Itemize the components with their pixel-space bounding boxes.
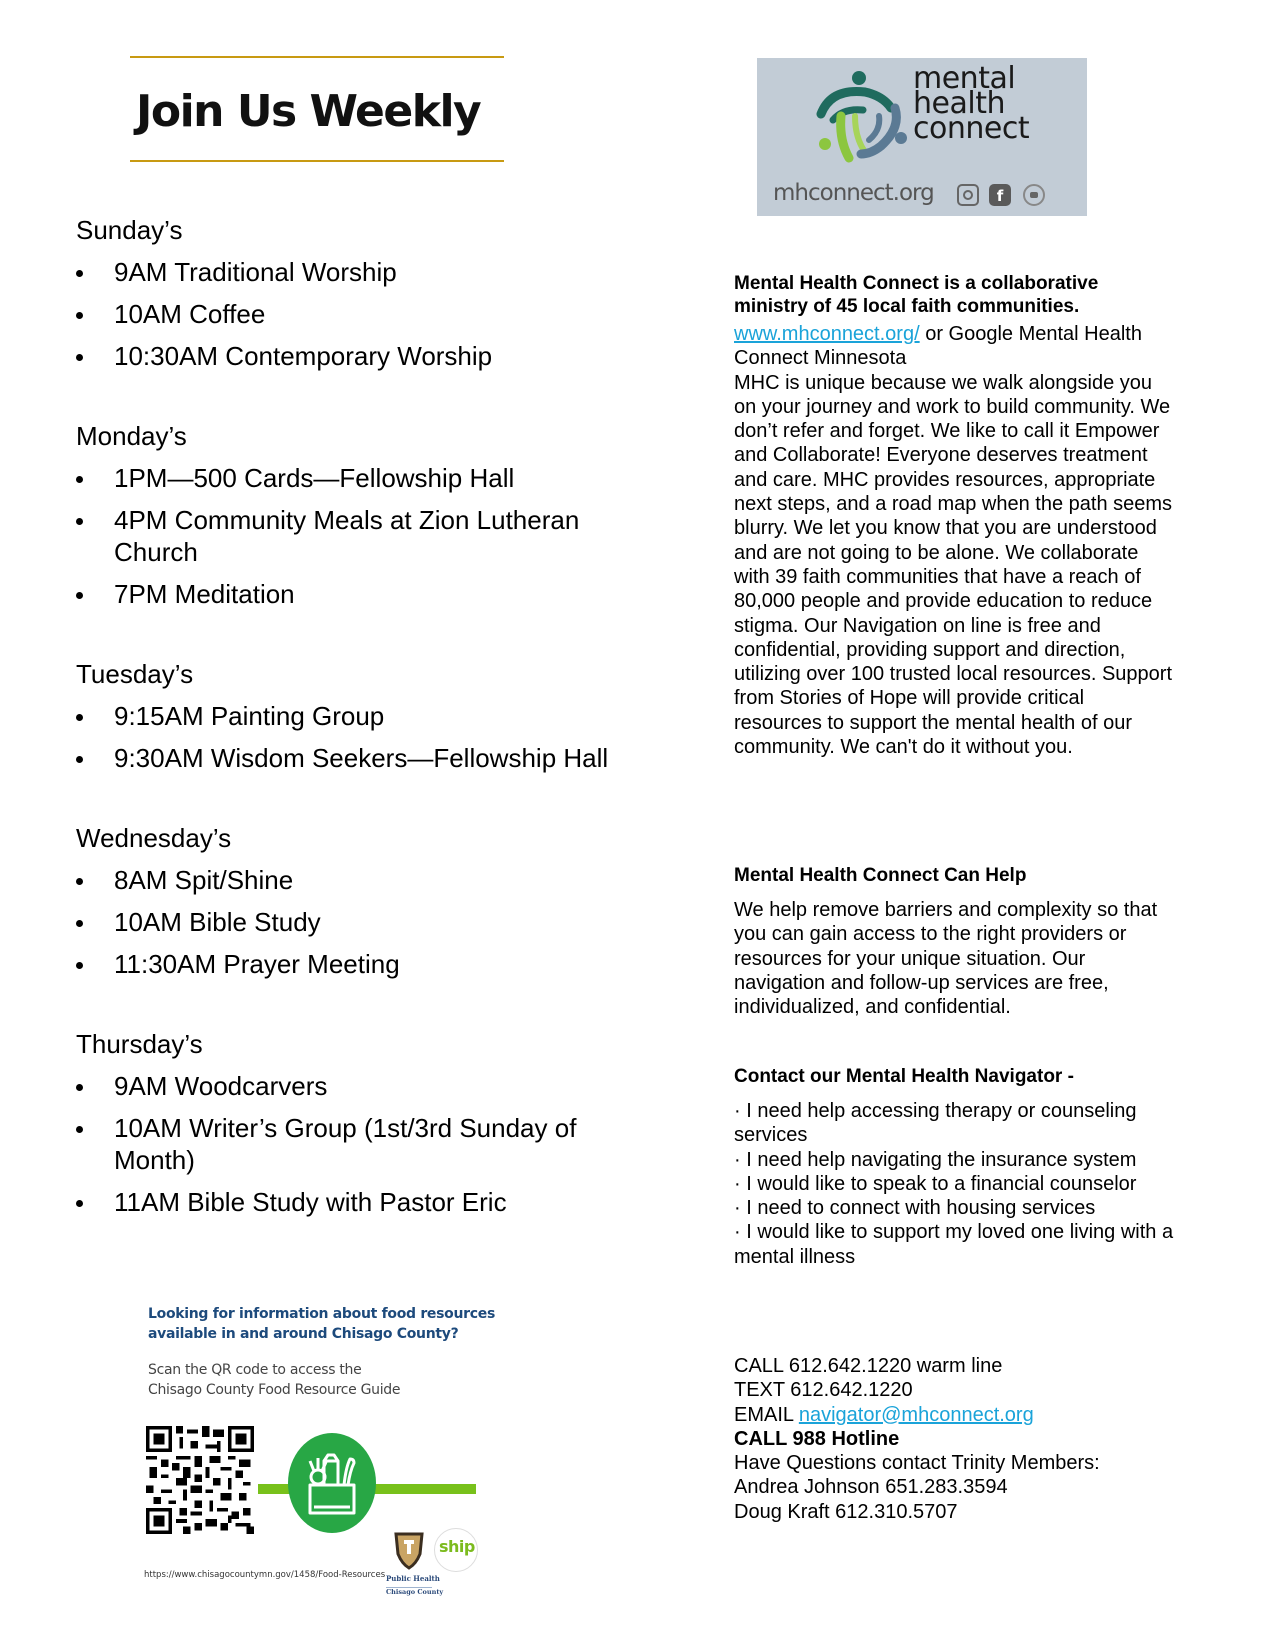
event-text: 11AM Bible Study with Pastor Eric: [114, 1187, 507, 1217]
food-question: [148, 1304, 495, 1344]
wordmark-line: mental: [913, 61, 1016, 96]
event-text: 7PM Meditation: [114, 579, 295, 609]
food-scan-instructions: [148, 1360, 400, 1400]
mhc-website-line: [734, 322, 1174, 371]
event-text: 9:30AM Wisdom Seekers—Fellowship Hall: [114, 743, 609, 773]
event-text: 11:30AM Prayer Meeting: [114, 949, 400, 979]
day-heading: Thursday’s: [76, 1029, 203, 1059]
bullet-icon: [76, 1084, 83, 1091]
qr-code-icon[interactable]: [146, 1426, 254, 1534]
grocery-basket-icon: [288, 1433, 376, 1533]
bullet-icon: [76, 714, 83, 721]
member-contact: Andrea Johnson 651.283.3594: [734, 1476, 1008, 1499]
navigator-item: · I need to connect with housing services: [734, 1197, 1096, 1220]
wordmark-line: health: [913, 86, 1005, 121]
grocery-basket-icon-svg: [288, 1433, 376, 1533]
day-thursday: [76, 1028, 676, 1218]
questions-line: Have Questions contact Trinity Members:: [734, 1452, 1100, 1475]
title-rule-top: [130, 56, 504, 58]
contact-block: [734, 1354, 1174, 1524]
event-item: [76, 906, 676, 938]
day-sunday: [76, 214, 676, 372]
day-heading: Tuesday’s: [76, 659, 194, 689]
event-list: [76, 256, 676, 372]
county-label: Chisago County: [386, 1588, 444, 1596]
event-item: [76, 1112, 636, 1176]
public-health-logo: [386, 1530, 444, 1596]
event-text: 10AM Coffee: [114, 299, 266, 329]
event-item: [76, 1070, 636, 1102]
mhc-about-text: MHC is unique because we walk alongside you on your journey and work to build community. We don’t refer and forget. We like to call it Empower and Collaborate! Everyone deserves treatment and care. MHC provides resources, appropriate next steps, and a road map when the path seems blurry. We let you know that you are understood and are not going to be alone. We collaborate with 39 faith communities that have a reach of 80,000 people and provide education to reduce stigma. Our Navigation on line is free and confidential, providing support and direction, utilizing over 100 trusted local resources. Support from Stories of Hope will provide critical resources to support the mental health of our community. We can't do it without you.: [734, 371, 1173, 759]
mhc-emblem-icon: [807, 66, 911, 168]
scan-line: Scan the QR code to access the: [148, 1362, 362, 1378]
day-heading: Wednesday’s: [76, 823, 232, 853]
title-rule-bottom: [130, 160, 504, 162]
event-item: [76, 1186, 636, 1218]
public-health-label: Public Health: [386, 1574, 440, 1583]
scan-line: Chisago County Food Resource Guide: [148, 1382, 401, 1398]
event-item: [76, 504, 636, 568]
weekly-schedule: [76, 214, 676, 1228]
bullet-icon: [76, 878, 83, 885]
facebook-icon[interactable]: f: [989, 184, 1011, 206]
event-list: [76, 700, 676, 774]
navigator-item: · I would like to support my loved one living with a mental illness: [734, 1221, 1174, 1268]
bullet-icon: [76, 1200, 83, 1207]
navigator-item: · I would like to speak to a financial counselor: [734, 1172, 1137, 1195]
event-text: 10:30AM Contemporary Worship: [114, 341, 493, 371]
bullet-icon: [76, 1126, 83, 1133]
event-text: 10AM Bible Study: [114, 907, 321, 937]
mhc-wordmark: [913, 61, 1030, 146]
ship-label: ship: [439, 1537, 475, 1556]
event-text: 9AM Woodcarvers: [114, 1071, 328, 1101]
food-question-line: Looking for information about food resources: [148, 1306, 495, 1322]
event-item: [76, 948, 676, 980]
instagram-icon[interactable]: [957, 184, 979, 206]
event-text: 1PM—500 Cards—Fellowship Hall: [114, 463, 515, 493]
website-suffix: or Google Mental Health Connect Minnesota: [734, 323, 1142, 370]
mhc-about-block: [734, 322, 1174, 759]
help-heading: Mental Health Connect Can Help: [734, 865, 1027, 886]
food-resource-flyer: [140, 1290, 510, 1600]
call-warm-line: CALL 612.642.1220 warm line: [734, 1355, 1003, 1377]
spacer: [76, 620, 676, 658]
event-list: [76, 462, 636, 610]
bullet-icon: [76, 518, 83, 525]
event-text: 9AM Traditional Worship: [114, 257, 397, 287]
event-item: [76, 298, 676, 330]
event-text: 4PM Community Meals at Zion Lutheran Church: [114, 505, 580, 567]
event-text: 10AM Writer’s Group (1st/3rd Sunday of Month): [114, 1113, 577, 1175]
bullet-icon: [76, 476, 83, 483]
event-list: [76, 864, 676, 980]
navigator-item: · I need help navigating the insurance system: [734, 1148, 1137, 1171]
ship-logo: [434, 1528, 478, 1572]
shield-icon: [386, 1530, 432, 1570]
mental-health-connect-logo: [757, 58, 1087, 216]
bullet-icon: [76, 920, 83, 927]
day-heading: Monday’s: [76, 421, 187, 451]
hotline: CALL 988 Hotline: [734, 1427, 900, 1450]
spacer: [76, 990, 676, 1028]
event-item: [76, 256, 676, 288]
event-item: [76, 578, 636, 610]
email-link[interactable]: navigator@mhconnect.org: [798, 1403, 1034, 1426]
email-line: [734, 1403, 1174, 1427]
day-wednesday: [76, 822, 676, 980]
bullet-icon: [76, 962, 83, 969]
spacer: [76, 784, 676, 822]
navigator-heading: Contact our Mental Health Navigator -: [734, 1066, 1074, 1087]
bullet-icon: [76, 354, 83, 361]
member-contact: Doug Kraft 612.310.5707: [734, 1500, 958, 1523]
mhc-intro-heading: Mental Health Connect is a collaborative ministry of 45 local faith communities.: [734, 273, 1099, 317]
food-resources-url[interactable]: https://www.chisagocountymn.gov/1458/Food-Resources: [144, 1570, 386, 1580]
wordmark-line: connect: [913, 111, 1030, 146]
bullet-icon: [76, 592, 83, 599]
mhc-logo-url: mhconnect.org: [773, 180, 934, 206]
youtube-icon[interactable]: [1023, 184, 1045, 206]
event-item: [76, 340, 676, 372]
event-item: [76, 864, 676, 896]
navigator-item: · I need help accessing therapy or counseling services: [734, 1100, 1137, 1147]
day-monday: [76, 420, 676, 610]
page-title: Join Us Weekly: [136, 86, 481, 137]
food-question-line: available in and around Chisago County?: [148, 1326, 459, 1342]
event-text: 8AM Spit/Shine: [114, 865, 294, 895]
bullet-icon: [76, 270, 83, 277]
day-tuesday: [76, 658, 676, 774]
day-heading: Sunday’s: [76, 215, 183, 245]
email-label: EMAIL: [734, 1403, 799, 1426]
navigator-list: [734, 1099, 1174, 1269]
text-line: TEXT 612.642.1220: [734, 1379, 913, 1402]
event-text: 9:15AM Painting Group: [114, 701, 385, 731]
mhc-website-link[interactable]: www.mhconnect.org/: [734, 323, 920, 345]
event-item: [76, 742, 676, 774]
event-item: [76, 700, 676, 732]
spacer: [76, 382, 676, 420]
event-item: [76, 462, 636, 494]
help-body: We help remove barriers and complexity so that you can gain access to the right providers or resources for your unique situation. Our navigation and follow-up services are free, individualized, and confidential.: [734, 899, 1158, 1019]
bullet-icon: [76, 756, 83, 763]
event-list: [76, 1070, 636, 1218]
bullet-icon: [76, 312, 83, 319]
